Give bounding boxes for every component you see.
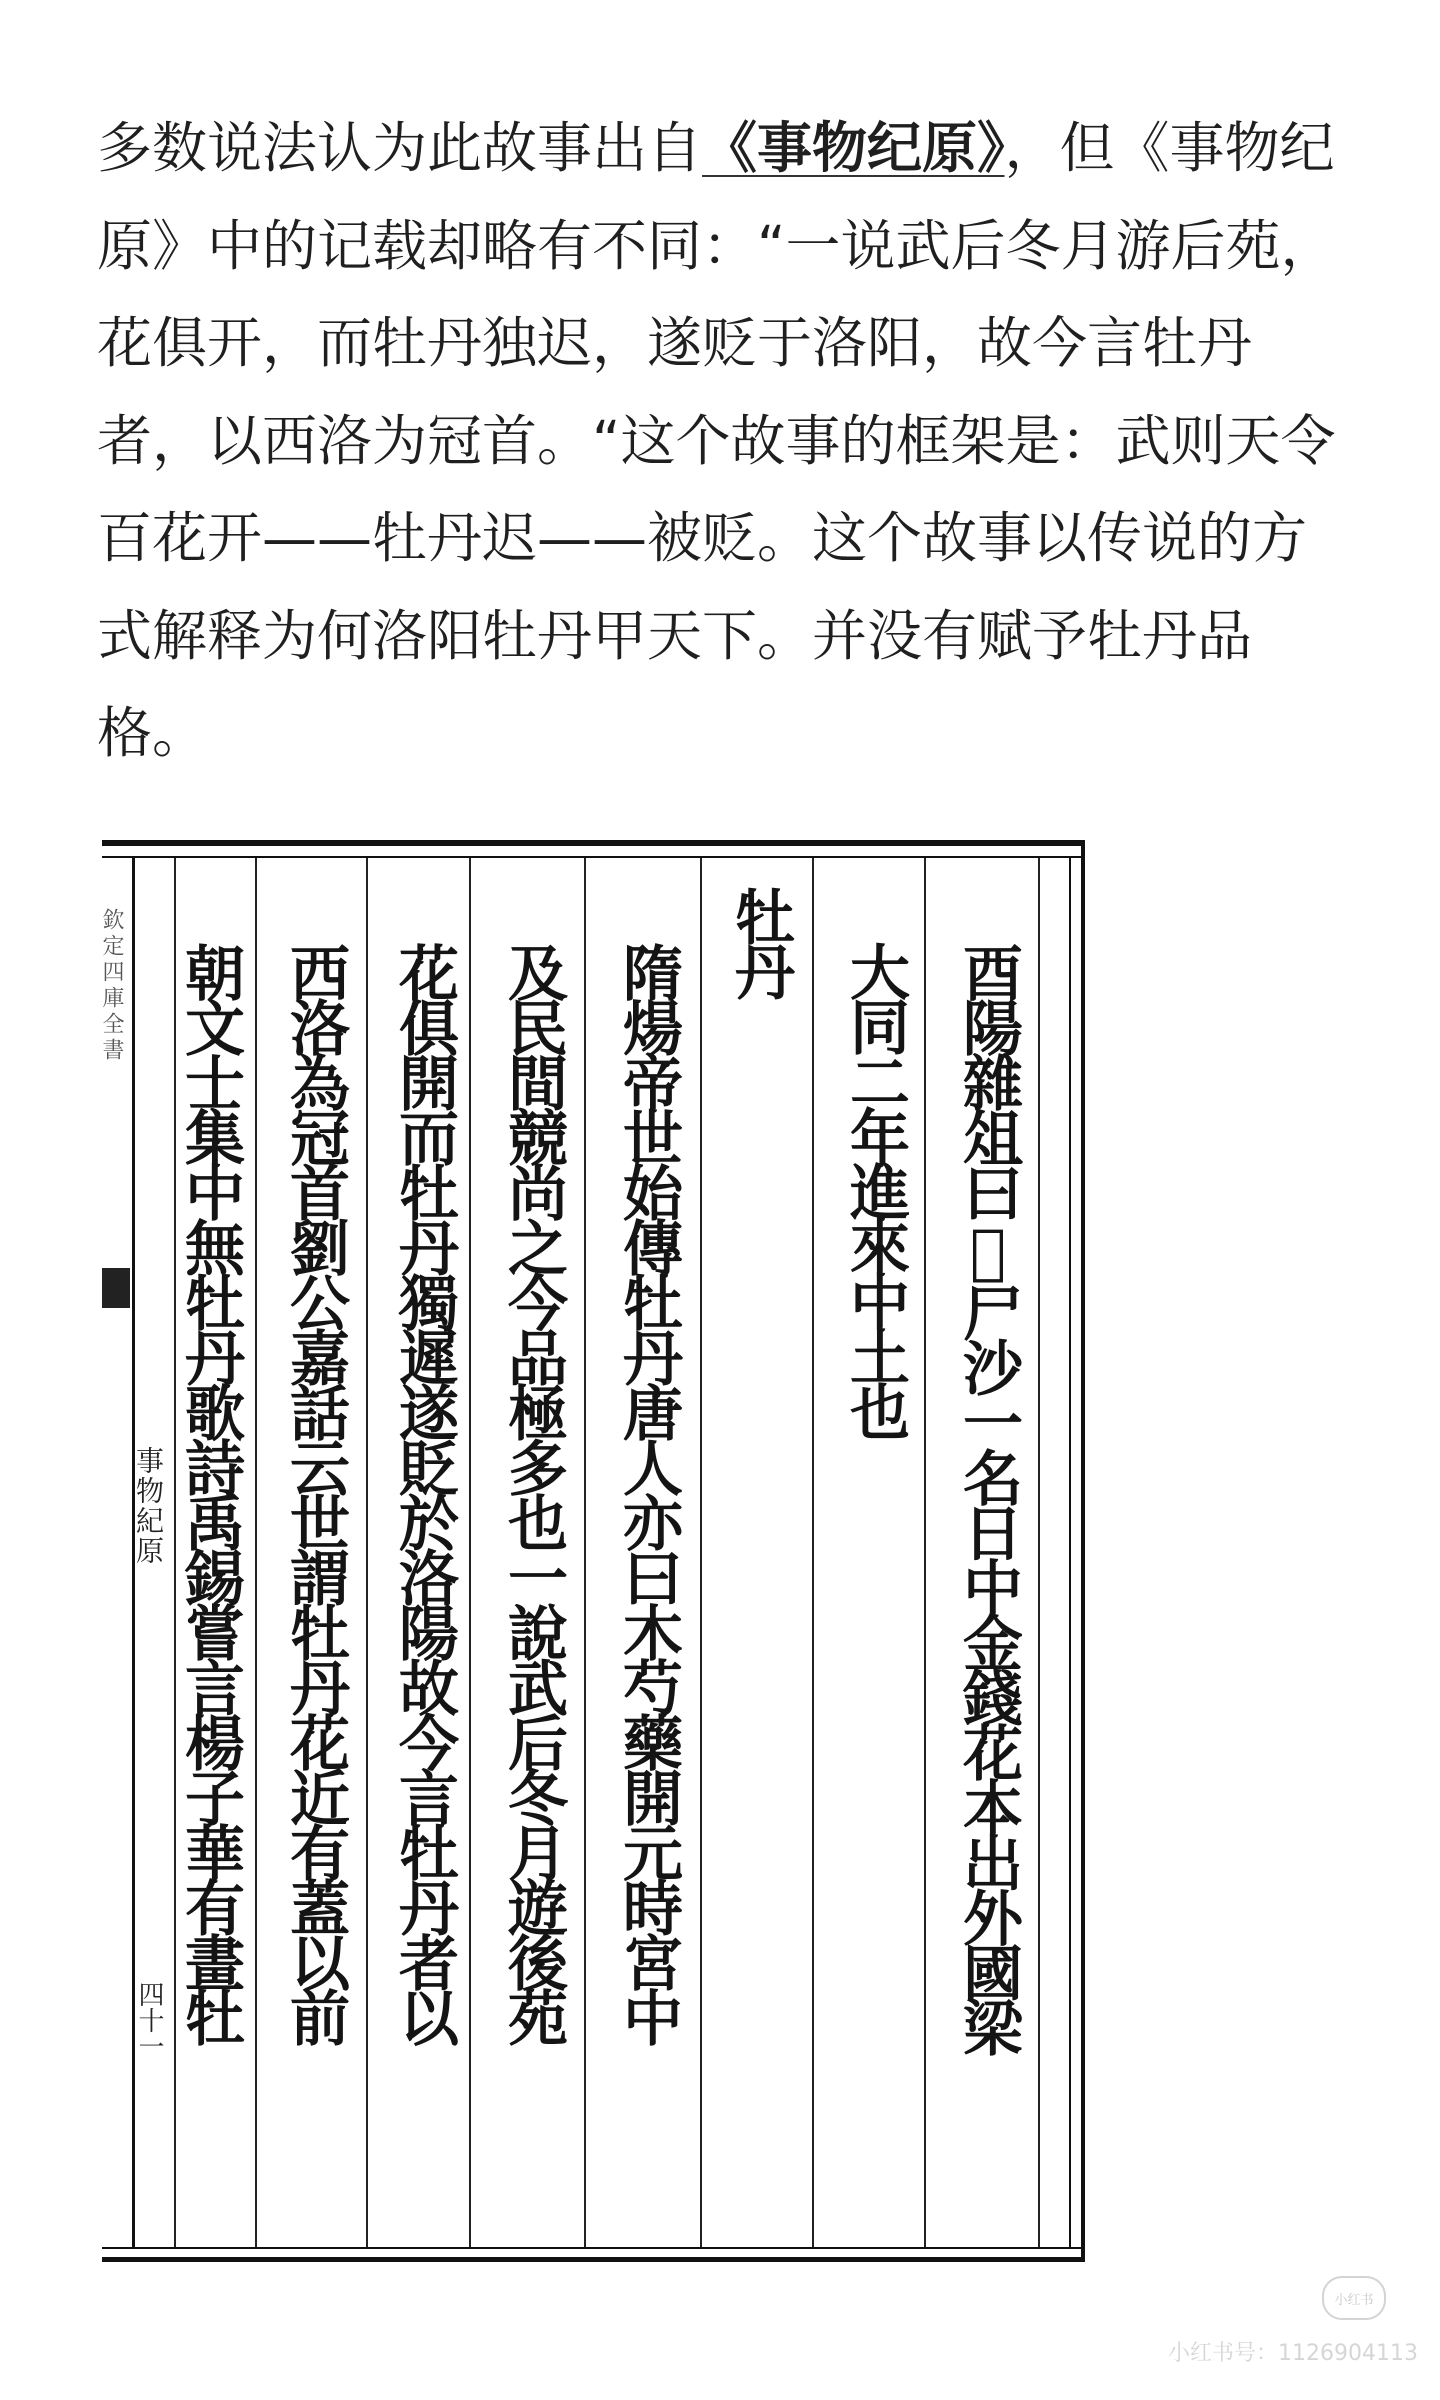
column-rule xyxy=(924,858,926,2247)
scanned-book-page-image xyxy=(99,840,1085,2262)
watermark-logo: 小红书 xyxy=(1322,2276,1386,2320)
text-column-6: 花俱開而牡丹獨遲遂貶於洛陽故今言牡丹者以 xyxy=(389,942,459,2042)
text-column-8: 朝文士集中無牡丹歌詩禹錫嘗言楊子華有畫牡 xyxy=(175,942,245,2042)
fishtail-mark xyxy=(102,1268,130,1308)
column-rule xyxy=(255,858,257,2247)
text-column-7: 西洛為冠首劉公嘉話云世謂牡丹花近有蓋以前 xyxy=(280,942,350,2042)
column-rule xyxy=(1038,858,1040,2247)
page-inner-bottom-rule xyxy=(102,2247,1081,2249)
column-rule xyxy=(812,858,814,2247)
text-column-2: 大同二年進來中土也 xyxy=(840,941,910,1436)
page-inner-top-rule xyxy=(102,856,1081,858)
column-rule xyxy=(469,858,471,2247)
watermark-account-id: 小红书号：1126904113 xyxy=(1168,2341,1418,2366)
page-number: 四十一 xyxy=(134,1981,164,2059)
column-rule xyxy=(700,858,702,2247)
column-rule xyxy=(584,858,586,2247)
gutter-title: 欽定四庫全書 xyxy=(99,908,124,1064)
page-inner-right-rule xyxy=(1069,856,1071,2249)
text-column-1: 酉陽雜俎曰𣈆尸沙一名日中金錢花本出外國梁 xyxy=(953,942,1023,2052)
article-text-before: 多数说法认为此故事出自 xyxy=(97,116,703,180)
book-title-link[interactable]: 《事物纪原》 xyxy=(702,116,1005,180)
article-text-after: ，但《事物纪原》中的记载却略有不同：“一说武后冬月游后苑，花俱开，而牡丹独迟，遂贬于洛阳，故今言牡丹者，以西洛为冠首。“这个故事的框架是：武则天令百花开——牡丹迟——被贬。这个故事以传说的方式解释为何洛阳牡丹甲天下。并没有赋予牡丹品格。 xyxy=(97,116,1336,765)
book-side-label: 事物紀原 xyxy=(132,1446,165,1566)
article-paragraph xyxy=(97,100,1347,783)
text-column-5: 及民間競尚之今品極多也一說武后冬月遊後苑 xyxy=(498,942,568,2042)
text-column-4: 隋煬帝世始傳牡丹唐人亦曰木芍藥開元時宮中 xyxy=(613,942,683,2042)
column-rule xyxy=(366,858,368,2247)
text-column-3-heading: 牡丹 xyxy=(725,886,795,996)
